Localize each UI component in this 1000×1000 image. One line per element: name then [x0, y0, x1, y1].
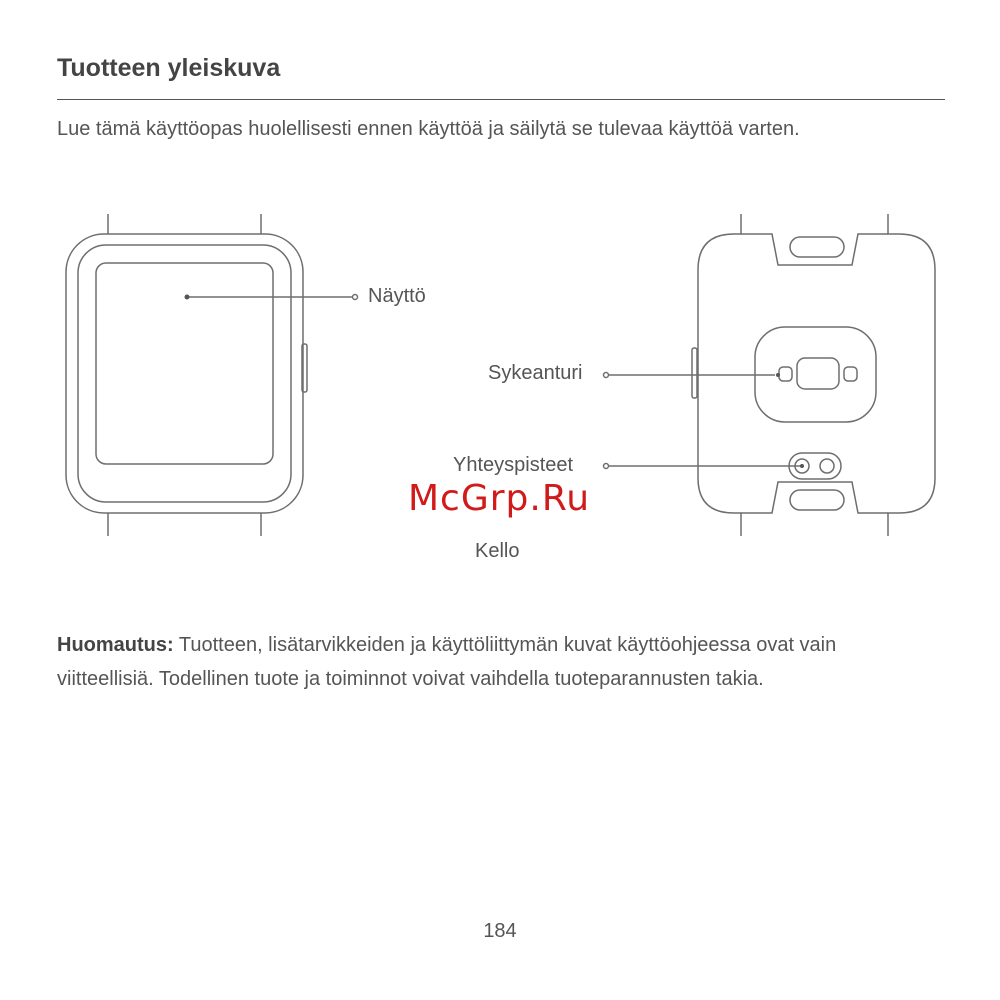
- display-callout-dot: [353, 295, 358, 300]
- heart-rate-sensor-label: Sykeanturi: [488, 362, 583, 384]
- note-text: Tuotteen, lisätarvikkeiden ja käyttöliittymän kuvat käyttöohjeessa ovat vain viitteellisiä. Todellinen tuote ja toiminnot voivat vaihdella tuoteparannusten takia.: [57, 634, 837, 690]
- diagram-caption: Kello: [475, 540, 520, 562]
- note-paragraph: [57, 628, 937, 696]
- charging-contacts-label: Yhteyspisteet: [453, 454, 574, 476]
- watch-front-illustration: [66, 214, 307, 536]
- note-label: Huomautus:: [57, 634, 174, 656]
- watermark: McGrp.Ru: [408, 478, 591, 519]
- page-number: 184: [483, 920, 517, 942]
- page-title: Tuotteen yleiskuva: [57, 54, 281, 82]
- display-label: Näyttö: [368, 285, 426, 307]
- intro-text: Lue tämä käyttöopas huolellisesti ennen käyttöä ja säilytä se tulevaa käyttöä varten.: [57, 118, 800, 140]
